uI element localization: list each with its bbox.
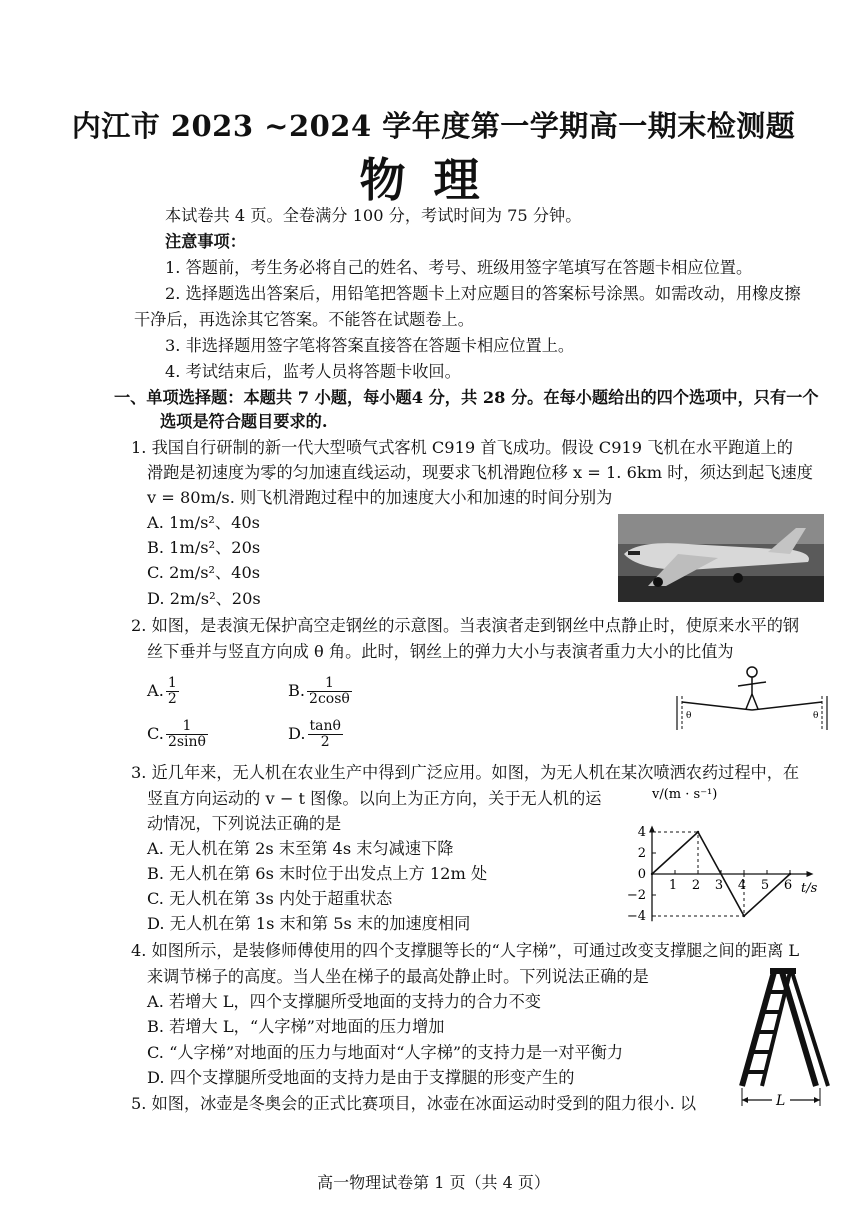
q1-option-b: B. 1m/s²、20s <box>147 538 261 557</box>
chart-x-tick-label: 4 <box>737 878 747 893</box>
notice-2: 2. 选择题选出答案后，用铅笔把答题卡上对应题目的答案标号涂黑。如需改动，用橡皮擦 <box>165 284 801 303</box>
q2-line-2: 丝下垂并与竖直方向成 θ 角。此时，钢丝上的弹力大小与表演者重力大小的比值为 <box>147 642 734 661</box>
notice-4: 4. 考试结束后，监考人员将答题卡收回。 <box>165 362 461 381</box>
notice-title: 注意事项： <box>165 232 246 251</box>
q4-option-b: B. 若增大 L，“人字梯”对地面的压力增加 <box>147 1017 445 1036</box>
section-1-heading-cont: 选项是符合题目要求的. <box>160 412 328 431</box>
q1-option-a: A. 1m/s²、40s <box>147 513 260 532</box>
q2-d-denominator: 2 <box>320 734 330 750</box>
q4-line-2: 来调节梯子的高度。当人坐在梯子的最高处静止时。下列说法正确的是 <box>147 967 649 986</box>
tightrope-diagram <box>672 660 832 732</box>
chart-y-tick-label: −2 <box>626 888 646 903</box>
q2-a-numerator: 1 <box>167 675 177 691</box>
q1-line-3: v = 80m/s. 则飞机滑跑过程中的加速度大小和加速的时间分别为 <box>147 488 613 507</box>
q4-option-c: C. “人字梯”对地面的压力与地面对“人字梯”的支持力是一对平衡力 <box>147 1043 624 1062</box>
q2-line-1: 2. 如图，是表演无保护高空走钢丝的示意图。当表演者走到钢丝中点静止时，使原来水平的钢 <box>131 616 800 635</box>
exam-title: 内江市 2023 ~2024 学年度第一学期高一期末检测题 <box>71 109 796 143</box>
q2-option-a-label: A. <box>147 681 164 700</box>
q3-option-d: D. 无人机在第 1s 末和第 5s 末的加速度相同 <box>147 914 471 933</box>
q4-option-d: D. 四个支撑腿所受地面的支持力是由于支撑腿的形变产生的 <box>147 1068 575 1087</box>
chart-x-tick-label: 6 <box>783 878 793 893</box>
q3-option-a: A. 无人机在第 2s 末至第 4s 末匀减速下降 <box>147 839 454 858</box>
q2-d-numerator: tanθ <box>309 718 341 734</box>
chart-data-point <box>789 873 791 875</box>
chart-y-tick-label: 0 <box>637 867 646 882</box>
chart-data-point <box>697 831 699 833</box>
notice-3: 3. 非选择题用签字笔将答案直接答在答题卡相应位置上。 <box>165 336 575 355</box>
notice-1: 1. 答题前，考生务必将自己的姓名、考号、班级用签字笔填写在答题卡相应位置。 <box>165 258 753 277</box>
q2-option-c <box>147 719 208 750</box>
q5-line-1: 5. 如图，冰壶是冬奥会的正式比赛项目，冰壶在冰面运动时受到的阻力很小. 以 <box>131 1094 697 1113</box>
theta-right-label: θ <box>813 711 819 721</box>
q2-option-b-label: B. <box>288 681 306 700</box>
chart-y-axis-label: v/(m · s⁻¹) <box>652 787 718 802</box>
chart-x-tick-label: 1 <box>668 878 678 893</box>
q2-option-b <box>288 676 352 707</box>
vt-chart <box>624 784 824 944</box>
q3-line-1: 3. 近几年来，无人机在农业生产中得到广泛应用。如图，为无人机在某次喷洒农药过程中，在 <box>131 763 800 782</box>
q2-option-c-label: C. <box>147 724 164 743</box>
q1-option-c: C. 2m/s²、40s <box>147 563 261 582</box>
q4-option-a: A. 若增大 L，四个支撑腿所受地面的支持力的合力不变 <box>147 992 541 1011</box>
subject-title: 物理 <box>359 153 508 207</box>
chart-data-point <box>743 915 745 917</box>
page-footer: 高一物理试卷第 1 页（共 4 页） <box>317 1173 550 1192</box>
q2-option-a <box>147 676 179 707</box>
chart-x-axis-arrow <box>807 871 814 877</box>
chart-y-axis-arrow <box>649 826 655 833</box>
q2-c-denominator: 2sinθ <box>167 734 206 750</box>
chart-y-tick-label: 4 <box>637 825 646 840</box>
q2-option-d-label: D. <box>288 724 306 743</box>
q2-option-d <box>288 719 343 750</box>
chart-y-tick-label: −4 <box>626 909 646 924</box>
c919-airplane-photo <box>618 514 824 602</box>
q3-option-b: B. 无人机在第 6s 末时位于出发点上方 12m 处 <box>147 864 488 883</box>
q2-a-denominator: 2 <box>167 691 177 707</box>
q1-line-2: 滑跑是初速度为零的匀加速直线运动，现要求飞机滑跑位移 x = 1. 6km 时，须达到起飞速度 <box>147 463 813 482</box>
q3-option-c: C. 无人机在第 3s 内处于超重状态 <box>147 889 393 908</box>
q1-option-d: D. 2m/s²、20s <box>147 589 261 608</box>
vt-chart-svg <box>624 784 824 944</box>
chart-y-tick-label: 2 <box>637 846 646 861</box>
chart-x-tick-label: 3 <box>714 878 724 893</box>
chart-x-tick-label: 5 <box>760 878 770 893</box>
q2-c-numerator: 1 <box>166 719 208 735</box>
theta-left-label: θ <box>686 711 692 721</box>
q2-b-numerator: 1 <box>307 676 352 692</box>
q2-b-denominator: 2cosθ <box>309 691 350 707</box>
chart-x-tick-label: 2 <box>691 878 701 893</box>
q3-line-3: 动情况，下列说法正确的是 <box>147 814 342 833</box>
ladder-diagram <box>732 968 832 1110</box>
section-1-heading: 一、单项选择题：本题共 7 小题，每小题4 分，共 28 分。在每小题给出的四个选项中，只有一个 <box>114 388 819 407</box>
q3-line-2: 竖直方向运动的 v − t 图像。以向上为正方向，关于无人机的运 <box>147 789 602 808</box>
ladder-distance-label: L <box>776 1093 786 1109</box>
q1-line-1: 1. 我国自行研制的新一代大型喷气式客机 C919 首飞成功。假设 C919 飞机在水平跑道上的 <box>131 438 793 457</box>
chart-data-point <box>651 873 653 875</box>
notice-2-cont: 干净后，再选涂其它答案。不能答在试题卷上。 <box>134 310 474 329</box>
chart-x-axis-label: t/s <box>801 881 818 896</box>
q4-line-1: 4. 如图所示，是装修师傅使用的四个支撑腿等长的“人字梯”，可通过改变支撑腿之间的距离 L <box>131 941 800 960</box>
exam-info: 本试卷共 4 页。全卷满分 100 分，考试时间为 75 分钟。 <box>165 206 582 225</box>
